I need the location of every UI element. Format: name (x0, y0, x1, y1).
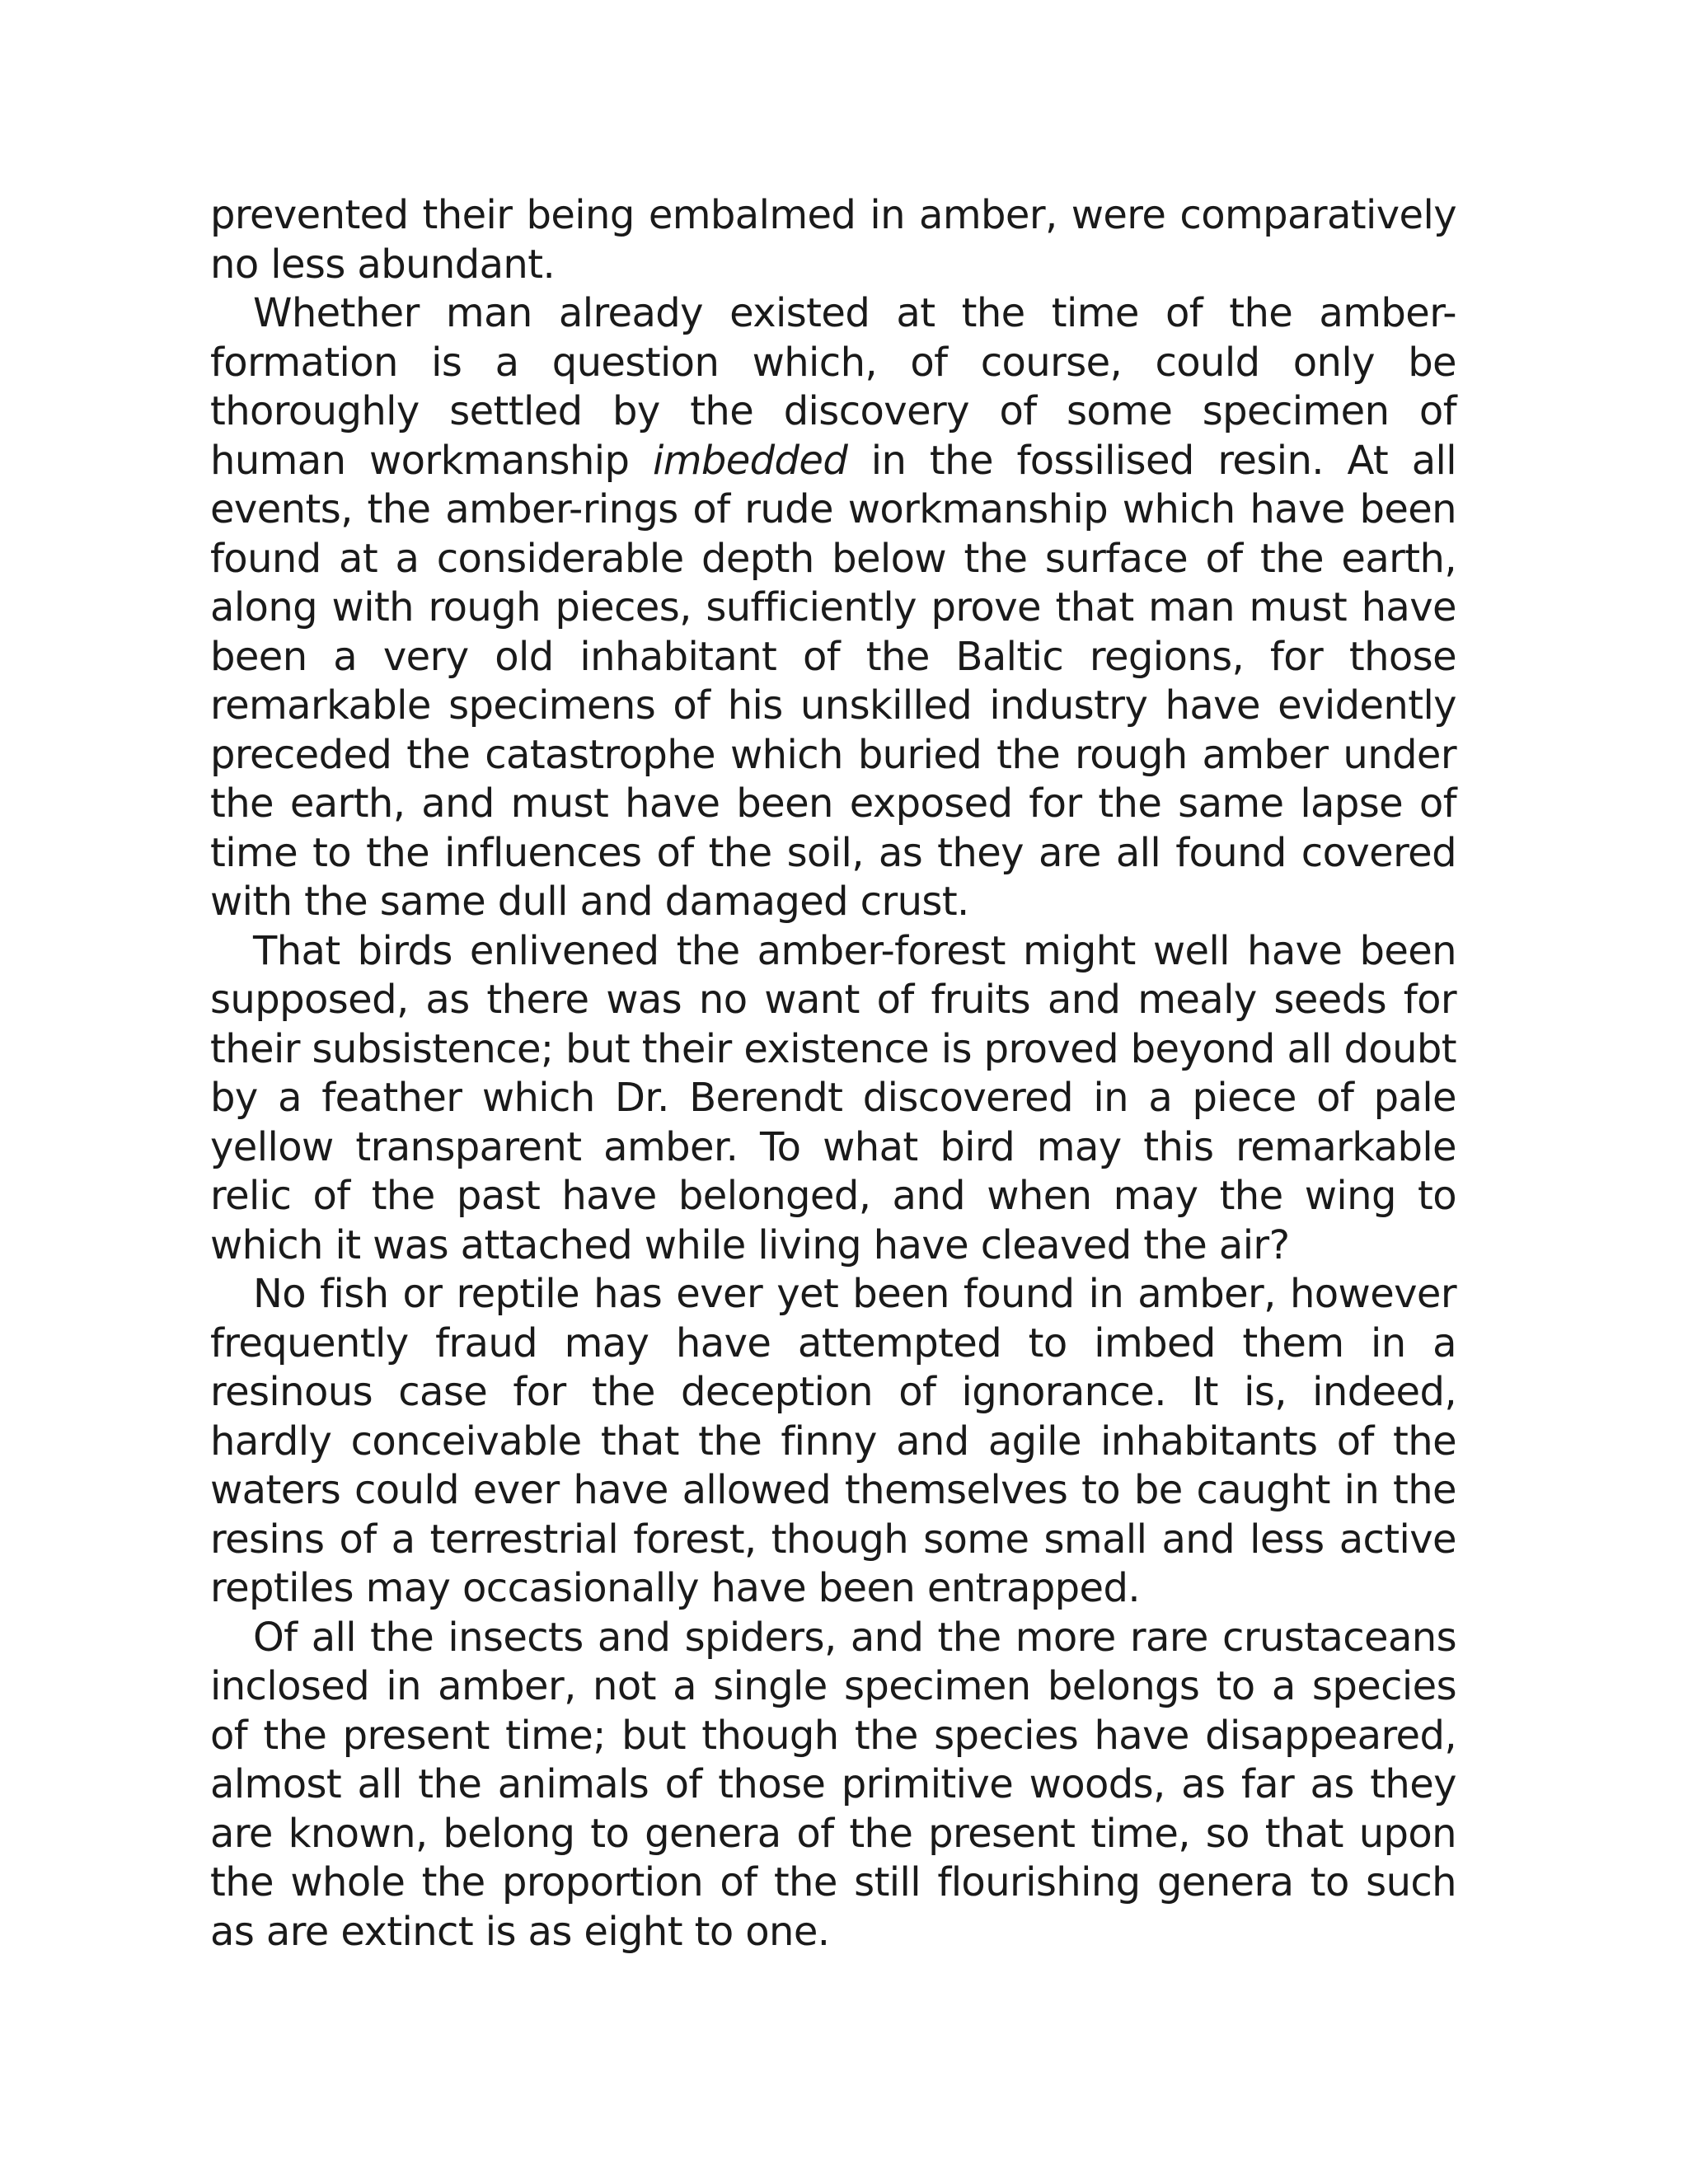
paragraph-text: in the fossilised resin. At all events, the amber-rings of rude workmanship which have been found at a considerable depth below the surface of the earth, along with rough pieces, sufficiently prove that man must have been a very old inhabitant of the Baltic regions, for those remarkable specimens of his unskilled industry have evidently preceded the catastrophe which buried the rough amber under the earth, and must have been exposed for the same lapse of time to the influences of the soil, as they are all found covered with the same dull and damaged crust. (210, 437, 1456, 925)
paragraph-human-workmanship (210, 289, 1456, 927)
paragraph-text: No fish or reptile has ever yet been found in amber, however frequently fraud may have attempted to imbed them in a resinous case for the deception of ignorance. It is, indeed, hardly conceivable that the finny and agile inhabitants of the waters could ever have allowed themselves to be caught in the resins of a terrestrial forest, though some small and less active reptiles may occasionally have been entrapped. (210, 1271, 1456, 1611)
paragraph-birds (210, 927, 1456, 1271)
paragraph-text: That birds enlivened the amber-forest might well have been supposed, as there was no want of fruits and mealy seeds for their subsistence; but their existence is proved beyond all doubt by a feather which Dr. Berendt discovered in a piece of pale yellow transparent amber. To what bird may this remarkable relic of the past have belonged, and when may the wing to which it was attached while living have cleaved the air? (210, 927, 1456, 1268)
paragraph-continuation (210, 191, 1456, 289)
paragraph-fish-reptiles (210, 1270, 1456, 1614)
paragraph-text: Of all the insects and spiders, and the more rare crustaceans inclosed in amber, not a single specimen belongs to a species of the present time; but though the species have disappeared, almost all the animals of those primitive woods, as far as they are known, belong to genera of the present time, so that upon the whole the proportion of the still flourishing genera to such as are extinct is as eight to one. (210, 1614, 1456, 1955)
page-body (210, 191, 1456, 1957)
emphasis-imbedded: imbedded (652, 437, 848, 484)
paragraph-text: Whether man already existed at the time of the amber-formation is a question which, of course, could only be thoroughly settled by the discovery of some specimen of human workmanship (210, 290, 1456, 484)
paragraph-insects-spiders (210, 1614, 1456, 1957)
paragraph-text: prevented their being embalmed in amber, were comparatively no less abundant. (210, 192, 1456, 288)
